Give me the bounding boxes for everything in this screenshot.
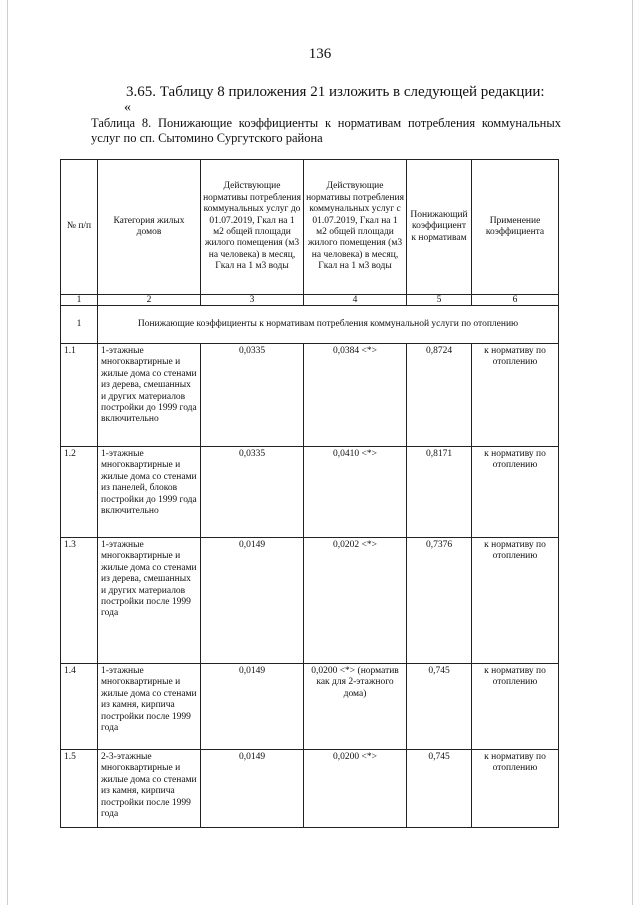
column-number: 4	[304, 295, 407, 306]
row-number: 1.5	[61, 750, 98, 828]
column-number: 2	[98, 295, 201, 306]
row-application: к нормативу по отоплению	[472, 664, 559, 750]
table-row	[61, 750, 559, 828]
column-number: 6	[472, 295, 559, 306]
row-application: к нормативу по отоплению	[472, 750, 559, 828]
section-number: 1	[61, 306, 98, 344]
row-norm-after: 0,0410 <*>	[304, 447, 407, 538]
row-coefficient: 0,745	[407, 750, 472, 828]
column-number: 1	[61, 295, 98, 306]
row-norm-after: 0,0202 <*>	[304, 538, 407, 664]
header-cell: Категория жилых домов	[98, 160, 201, 295]
row-application: к нормативу по отоплению	[472, 447, 559, 538]
row-number: 1.1	[61, 344, 98, 447]
row-category: 1-этажные многоквартирные и жилые дома со стенами из панелей, блоков постройки до 1999 года включительно	[98, 447, 201, 538]
opening-quote: «	[124, 100, 131, 115]
section-row	[61, 306, 559, 344]
row-number: 1.4	[61, 664, 98, 750]
column-number: 5	[407, 295, 472, 306]
row-coefficient: 0,8724	[407, 344, 472, 447]
row-coefficient: 0,745	[407, 664, 472, 750]
row-norm-before: 0,0335	[201, 447, 304, 538]
table-row	[61, 664, 559, 750]
coefficients-table	[60, 159, 559, 828]
header-cell: Применение коэффициента	[472, 160, 559, 295]
row-category: 1-этажные многоквартирные и жилые дома со стенами из дерева, смешанных и других материалов постройки до 1999 года включительно	[98, 344, 201, 447]
page-number: 136	[308, 46, 332, 62]
scan-edge-right	[632, 0, 633, 905]
header-cell: Действующие нормативы потребления коммунальных услуг до 01.07.2019, Гкал на 1 м2 общей площади жилого помещения (м3 на человека) в месяц, Гкал на 1 м3 воды	[201, 160, 304, 295]
row-norm-after: 0,0200 <*>	[304, 750, 407, 828]
row-norm-before: 0,0149	[201, 538, 304, 664]
table-caption: Таблица 8. Понижающие коэффициенты к нормативам потребления коммунальных услуг по сп. Сытомино Сургутского района	[91, 116, 561, 145]
table-row	[61, 538, 559, 664]
row-category: 1-этажные многоквартирные и жилые дома со стенами из дерева, смешанных и других материалов постройки после 1999 года	[98, 538, 201, 664]
column-number-row	[61, 295, 559, 306]
row-application: к нормативу по отоплению	[472, 538, 559, 664]
row-number: 1.2	[61, 447, 98, 538]
header-cell: № п/п	[61, 160, 98, 295]
row-norm-before: 0,0335	[201, 344, 304, 447]
row-number: 1.3	[61, 538, 98, 664]
row-coefficient: 0,8171	[407, 447, 472, 538]
row-category: 2-3-этажные многоквартирные и жилые дома со стенами из камня, кирпича постройки после 1999 года	[98, 750, 201, 828]
row-application: к нормативу по отоплению	[472, 344, 559, 447]
row-norm-before: 0,0149	[201, 750, 304, 828]
row-norm-after: 0,0384 <*>	[304, 344, 407, 447]
header-cell: Понижающий коэффициент к нормативам	[407, 160, 472, 295]
table-row	[61, 344, 559, 447]
header-cell: Действующие нормативы потребления коммунальных услуг с 01.07.2019, Гкал на 1 м2 общей площади жилого помещения (м3 на человека) в месяц, Гкал на 1 м3 воды	[304, 160, 407, 295]
section-heading: 3.65. Таблицу 8 приложения 21 изложить в следующей редакции:	[126, 84, 545, 100]
row-coefficient: 0,7376	[407, 538, 472, 664]
row-norm-before: 0,0149	[201, 664, 304, 750]
table-row	[61, 447, 559, 538]
row-norm-after: 0,0200 <*> (норматив как для 2-этажного дома)	[304, 664, 407, 750]
row-category: 1-этажные многоквартирные и жилые дома со стенами из камня, кирпича постройки после 1999 года	[98, 664, 201, 750]
section-title: Понижающие коэффициенты к нормативам потребления коммунальной услуги по отоплению	[98, 306, 559, 344]
table-header-row	[61, 160, 559, 295]
scan-edge-left	[7, 0, 8, 905]
column-number: 3	[201, 295, 304, 306]
